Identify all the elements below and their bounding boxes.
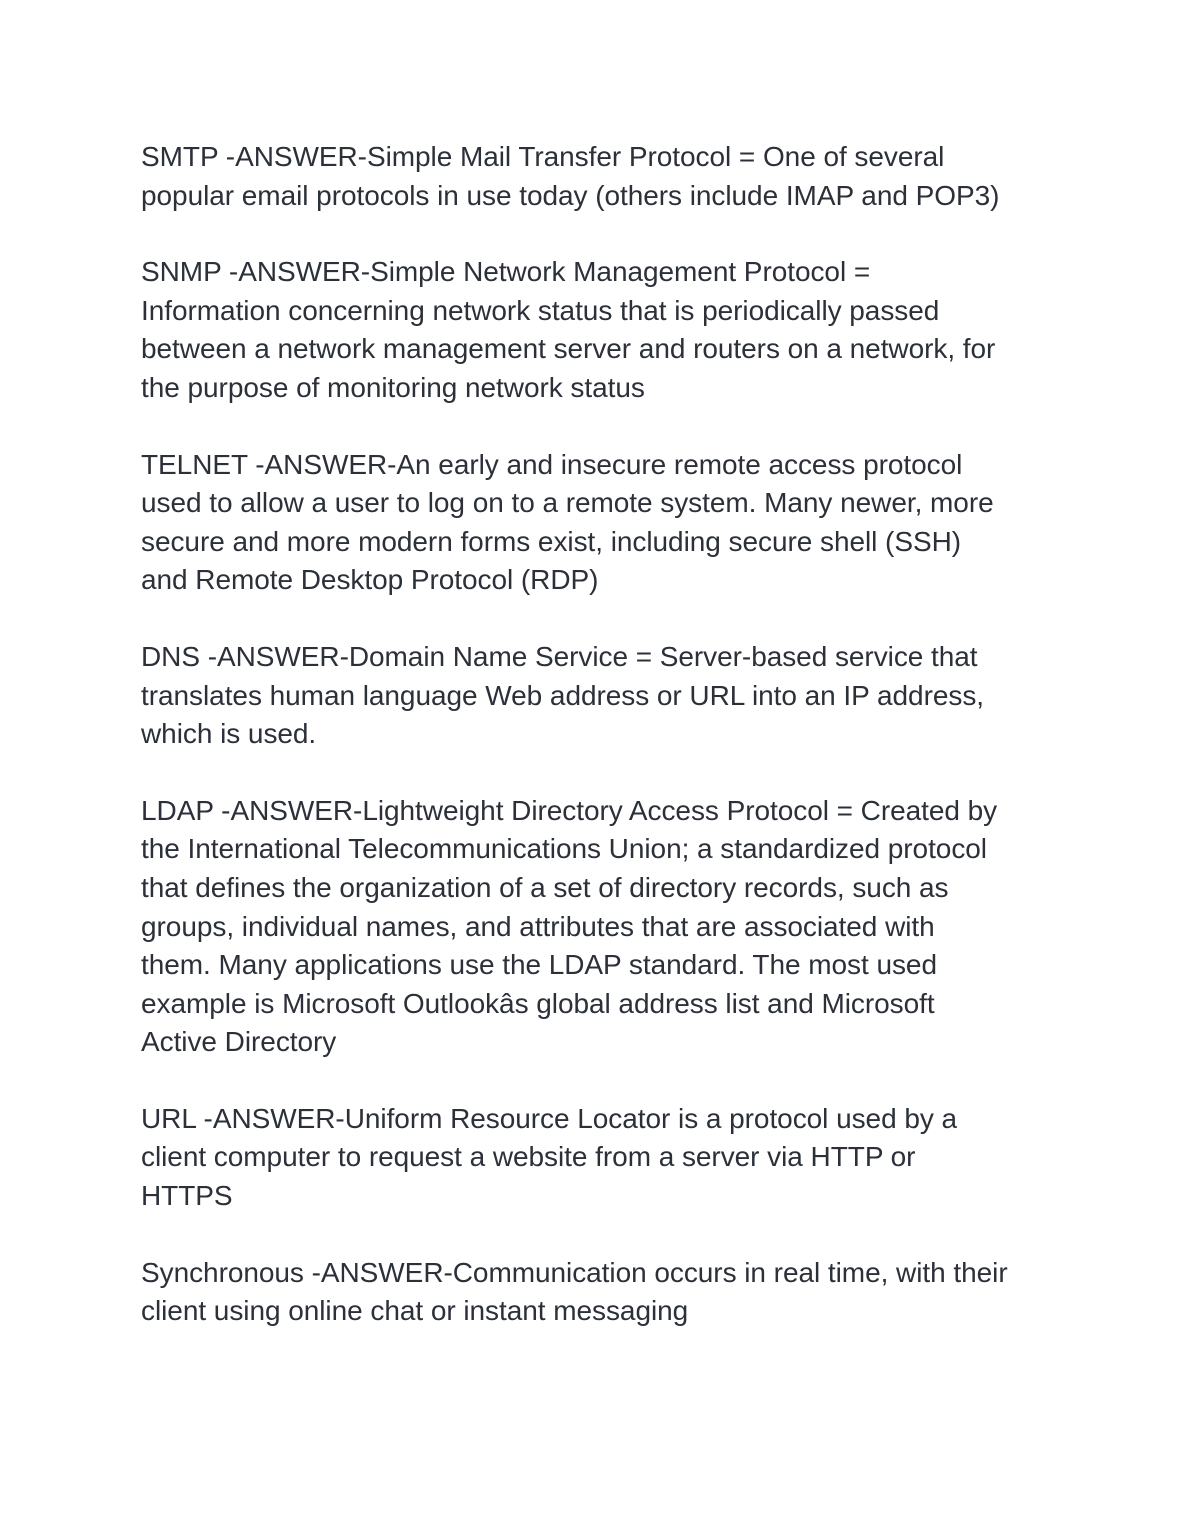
entry-line: the purpose of monitoring network status xyxy=(141,371,645,403)
entry-line: Synchronous -ANSWER-Communication occurs in real time, with their xyxy=(141,1256,1008,1288)
entry-line: HTTPS xyxy=(141,1180,233,1212)
entry-url xyxy=(141,1100,1061,1216)
entry-line: TELNET -ANSWER-An early and insecure remote access protocol xyxy=(141,448,963,480)
entry-smtp xyxy=(141,138,1061,215)
entry-line: URL -ANSWER-Uniform Resource Locator is a protocol used by a xyxy=(141,1102,958,1134)
entry-line: between a network management server and routers on a network, for xyxy=(141,333,996,365)
entry-line: example is Microsoft Outlookâs global address list and Microsoft xyxy=(141,987,935,1019)
entry-line: which is used. xyxy=(141,718,317,750)
entry-line: client computer to request a website from a server via HTTP or xyxy=(141,1141,916,1173)
entry-telnet xyxy=(141,446,1061,600)
entry-line: used to allow a user to log on to a remote system. Many newer, more xyxy=(141,487,994,519)
entry-snmp xyxy=(141,253,1061,407)
entry-ldap xyxy=(141,792,1061,1062)
document-page xyxy=(141,138,1061,1369)
entry-line: Active Directory xyxy=(141,1026,337,1058)
entry-synchronous xyxy=(141,1254,1061,1331)
entry-line: them. Many applications use the LDAP standard. The most used xyxy=(141,949,937,981)
entry-line: SNMP -ANSWER-Simple Network Management Protocol = xyxy=(141,256,871,288)
entry-dns xyxy=(141,638,1061,754)
entry-line: LDAP -ANSWER-Lightweight Directory Access Protocol = Created by xyxy=(141,794,998,826)
entry-line: and Remote Desktop Protocol (RDP) xyxy=(141,564,599,596)
entry-line: the International Telecommunications Union; a standardized protocol xyxy=(141,833,987,865)
entry-line: SMTP -ANSWER-Simple Mail Transfer Protocol = One of several xyxy=(141,141,945,172)
entry-line: groups, individual names, and attributes that are associated with xyxy=(141,910,935,942)
entry-line: client using online chat or instant messaging xyxy=(141,1295,689,1327)
entry-line: translates human language Web address or URL into an IP address, xyxy=(141,679,985,711)
entry-line: popular email protocols in use today (others include IMAP and POP3) xyxy=(141,179,1000,211)
entry-line: Information concerning network status that is periodically passed xyxy=(141,294,940,326)
entry-line: DNS -ANSWER-Domain Name Service = Server-based service that xyxy=(141,640,978,672)
entry-line: secure and more modern forms exist, including secure shell (SSH) xyxy=(141,525,962,557)
entry-line: that defines the organization of a set of directory records, such as xyxy=(141,871,949,903)
